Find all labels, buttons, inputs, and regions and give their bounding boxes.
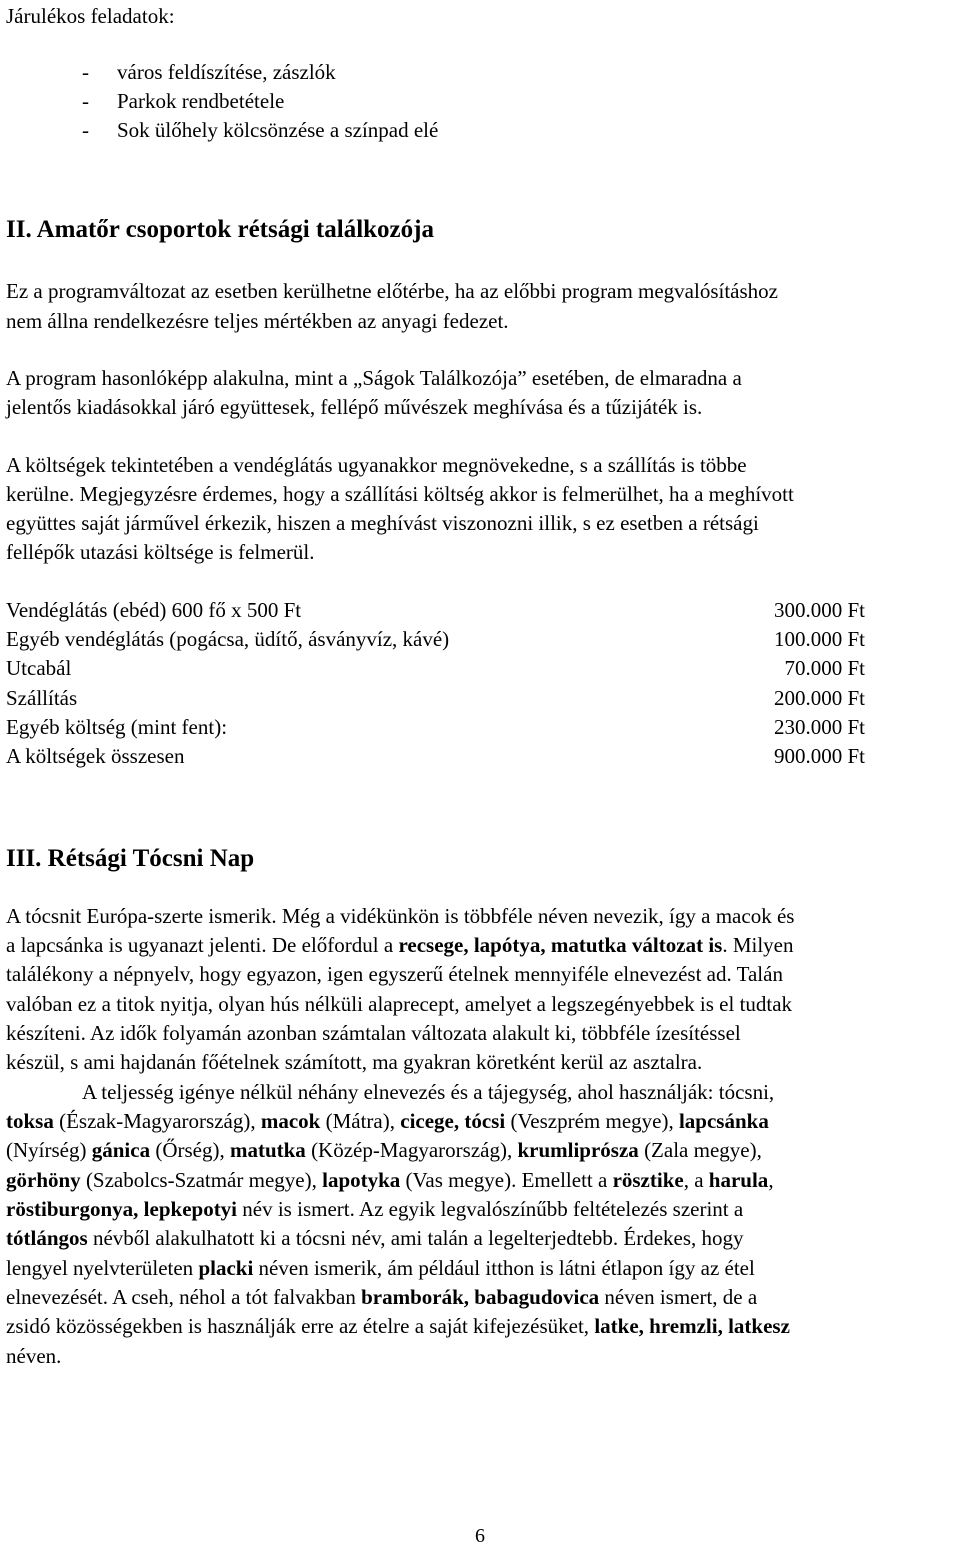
list-dash: - <box>82 118 89 142</box>
list-item-text: Sok ülőhely kölcsönzése a színpad elé <box>117 118 439 142</box>
page-number: 6 <box>475 1525 485 1547</box>
text-line: A program hasonlóképp alakulna, mint a „Ságok Találkozója” esetében, de elmaradna a <box>6 366 742 390</box>
cost-amount: 230.000 Ft <box>773 715 865 739</box>
cost-label: Utcabál <box>6 656 72 680</box>
bold-term: görhöny <box>6 1168 81 1192</box>
bold-term: rösztike <box>612 1168 684 1192</box>
cost-label: Egyéb költség (mint fent): <box>6 715 228 739</box>
cost-amount: 70.000 Ft <box>784 656 865 680</box>
bold-term: harula <box>708 1168 769 1192</box>
text-line: röstiburgonya, lepkepotyi név is ismert. Az egyik legvalószínűbb feltételezés szerint a <box>6 1197 744 1221</box>
text-line: kerülne. Megjegyzésre érdemes, hogy a szállítási költség akkor is felmerülhet, ha a meghívott <box>6 482 794 506</box>
text-line: készíteni. Az idők folyamán azonban számtalan változata alakult ki, többféle ízesítéssel <box>6 1021 741 1045</box>
text-line: zsidó közösségekben is használják erre az ételre a saját kifejezésüket, latke, hremzli, latkesz <box>6 1314 790 1338</box>
text-line: A teljesség igénye nélkül néhány elnevezés és a tájegység, ahol használják: tócsni, <box>82 1080 775 1104</box>
cost-amount: 900.000 Ft <box>773 744 865 768</box>
bold-term: latke, hremzli, latkesz <box>594 1314 790 1338</box>
text-line: tótlángos névből alakulhatott ki a tócsni név, ami talán a legelterjedtebb. Érdekes, hogy <box>6 1226 744 1250</box>
text-line: készül, s ami hajdanán főételnek számított, ma gyakran köretként kerül az asztalra. <box>6 1050 703 1074</box>
text-line: lengyel nyelvterületen placki néven ismerik, ám például itthon is látni étlapon így az étel <box>6 1256 755 1280</box>
text-line: elnevezését. A cseh, néhol a tót falvakban bramborák, babagudovica néven ismert, de a <box>6 1285 758 1309</box>
text-line: A tócsnit Európa-szerte ismerik. Még a vidékünkön is többféle néven nevezik, így a macok és <box>6 904 795 928</box>
bold-term: krumliprósza <box>517 1138 639 1162</box>
bold-term: recsege, lapótya, matutka változat is <box>398 933 723 957</box>
text-line: Ez a programváltozat az esetben kerülhetne előtérbe, ha az előbbi program megvalósításhoz <box>6 279 778 303</box>
text-line: (Nyírség) gánica (Őrség), matutka (Közép-Magyarország), krumliprósza (Zala megye), <box>6 1138 762 1162</box>
cost-label: A költségek összesen <box>6 744 185 768</box>
text-line: találékony a népnyelv, hogy egyazon, igen egyszerű ételnek mennyiféle elnevezést ad. Talán <box>6 962 783 986</box>
list-dash: - <box>82 89 89 113</box>
text-line: együttes saját járművel érkezik, hiszen a meghívást viszonozni illik, s ez esetben a rétsági <box>6 511 759 535</box>
list-item-text: város feldíszítése, zászlók <box>117 60 336 84</box>
tasks-heading: Járulékos feladatok: <box>6 4 175 28</box>
bold-term: lapotyka <box>322 1168 401 1192</box>
list-dash: - <box>82 60 89 84</box>
cost-amount: 200.000 Ft <box>773 686 865 710</box>
cost-amount: 300.000 Ft <box>773 598 865 622</box>
list-item-text: Parkok rendbetétele <box>117 89 285 113</box>
bold-term: röstiburgonya, lepkepotyi <box>6 1197 238 1221</box>
cost-label: Szállítás <box>6 686 78 710</box>
bold-term: toksa <box>6 1109 54 1133</box>
text-line: fellépők utazási költsége is felmerül. <box>6 540 315 564</box>
section-3-title: III. Rétsági Tócsni Nap <box>6 845 255 872</box>
bold-term: bramborák, babagudovica <box>361 1285 600 1309</box>
section-2-title: II. Amatőr csoportok rétsági találkozója <box>6 216 434 243</box>
text-line: valóban ez a titok nyitja, olyan hús nélküli alaprecept, amelyet a legszegényebbek is el tudtak <box>6 992 793 1016</box>
cost-label: Egyéb vendéglátás (pogácsa, üdítő, ásványvíz, kávé) <box>6 627 450 651</box>
bold-term: cicege, tócsi <box>400 1109 506 1133</box>
bold-term: gánica <box>91 1138 151 1162</box>
text-line: A költségek tekintetében a vendéglátás ugyanakkor megnövekedne, s a szállítás is többe <box>6 453 747 477</box>
text-line: jelentős kiadásokkal járó együttesek, fellépő művészek meghívása és a tűzijáték is. <box>6 395 703 419</box>
bold-term: lapcsánka <box>678 1109 769 1133</box>
cost-label: Vendéglátás (ebéd) 600 fő x 500 Ft <box>6 598 302 622</box>
bold-term: placki <box>198 1256 254 1280</box>
text-line: nem állna rendelkezésre teljes mértékben az anyagi fedezet. <box>6 309 509 333</box>
text-line: görhöny (Szabolcs-Szatmár megye), lapotyka (Vas megye). Emellett a rösztike, a harula, <box>6 1168 774 1192</box>
bold-term: matutka <box>229 1138 306 1162</box>
bold-term: tótlángos <box>6 1226 88 1250</box>
cost-amount: 100.000 Ft <box>773 627 865 651</box>
bold-term: macok <box>260 1109 321 1133</box>
text-line: a lapcsánka is ugyanazt jelenti. De előfordul a recsege, lapótya, matutka változat is. Milyen <box>6 933 794 957</box>
text-line: toksa (Észak-Magyarország), macok (Mátra), cicege, tócsi (Veszprém megye), lapcsánka <box>6 1109 769 1133</box>
text-line: néven. <box>6 1344 62 1368</box>
